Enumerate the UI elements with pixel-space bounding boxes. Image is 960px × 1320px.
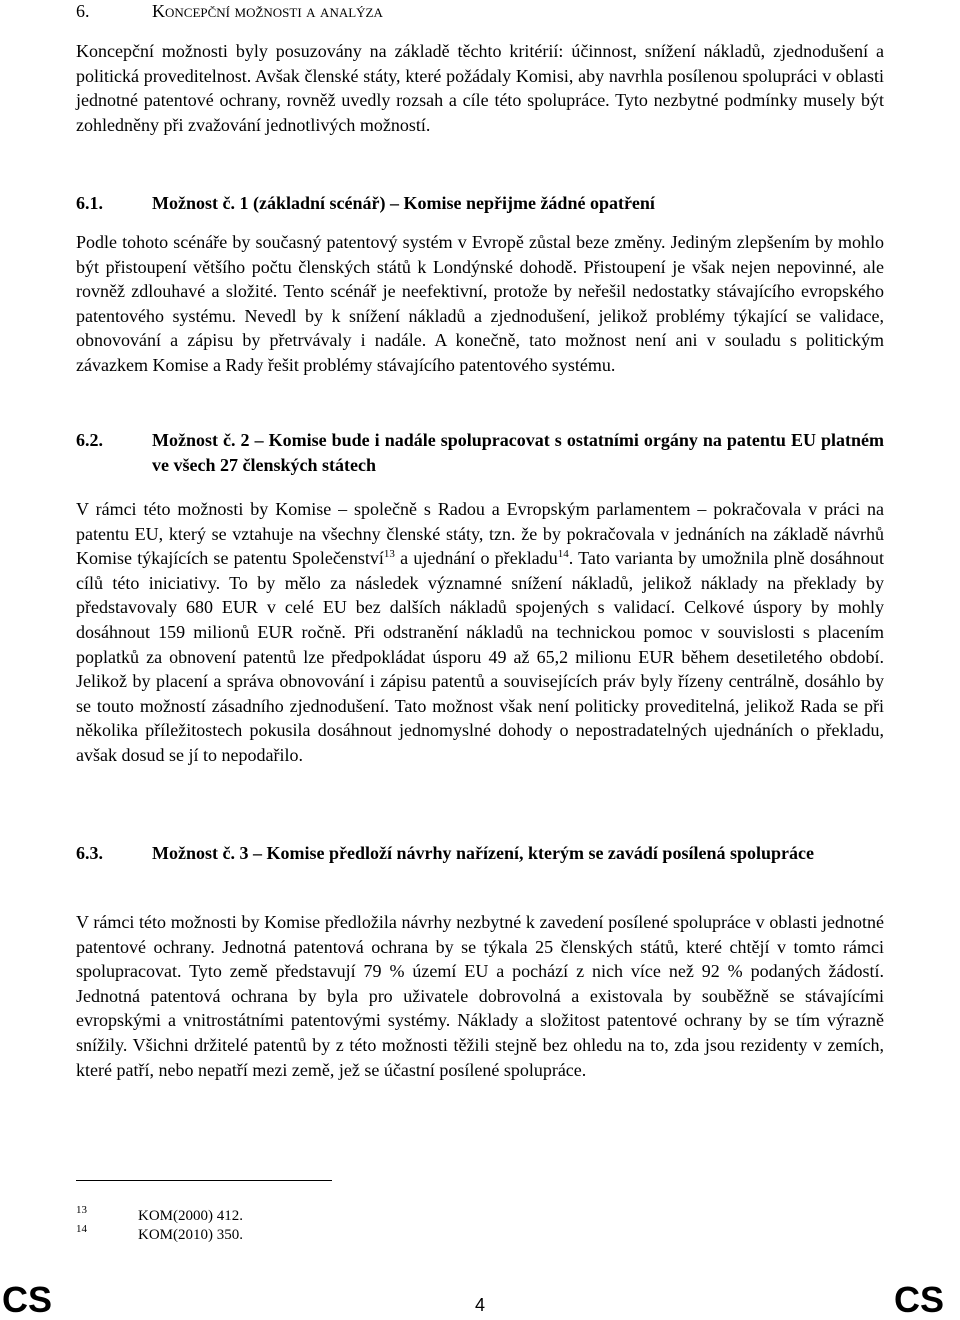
footnote-ref-14[interactable]: 14 <box>557 548 569 561</box>
option-3-paragraph: V rámci této možnosti by Komise předložila návrhy nezbytné k zavedení posílené spolupráce v oblasti jednotné patentové ochrany. Jednotná patentová ochrana by se týkala 25 členských států, které chtějí v tomto rámci spolupracovat. Tyto země představují 79 % území EU a pochází z nich více než 92 % podaných žádostí. Jednotná patentová ochrana by byla pro uživatele dobrovolná a existovala by souběžně se stávajícími evropskými a vnitrostátními patentovými systémy. Náklady a složitost patentové ochrany by se tím výrazně snížily. Všichni držitelé patentů by z této možnosti těžili stejně bez ohledu na to, zda jsou rezidenty v zemích, které patří, nebo nepatří mezi země, jež se účastní posílené spolupráce. <box>76 912 884 1080</box>
language-code-right: CS <box>894 1279 945 1320</box>
footnote-number: 13 <box>76 1204 87 1216</box>
footnote-divider <box>76 1180 332 1181</box>
footnote-text: KOM(2010) 350. <box>138 1227 243 1243</box>
footnote-number: 14 <box>76 1223 87 1235</box>
option-2-text-part1: V rámci této možnosti by Komise – společně s Radou a Evropským parlamentem – pokračovala v práci na patentu EU, který se vztahuje na všechny členské státy, tzn. že by pokračovala v jednáních na základě návrhů Komise týkajících se patentu Společenství <box>76 499 884 569</box>
option-2-text-part2: a ujednání o překladu <box>394 548 558 569</box>
option-3-number: 6.3. <box>76 843 103 863</box>
option-2-paragraph <box>76 497 884 768</box>
option-1-heading <box>76 191 884 216</box>
intro-paragraph: Koncepční možnosti byly posuzovány na základě těchto kritérií: účinnost, snížení nákladů, zjednodušení a politická proveditelnost. Avšak členské státy, které požádaly Komisi, aby navrhla posílenou spolupráci v oblasti jednotné patentové ochrany, rovněž uvedly rozsah a cíle této spolupráce. Tyto nezbytné podmínky musely být zohledněny při zvažování jednotlivých možností. <box>76 41 884 135</box>
option-3-heading <box>76 841 884 866</box>
option-2-title: Možnost č. 2 – Komise bude i nadále spolupracovat s ostatními orgány na patentu EU platném ve všech 27 členských státech <box>152 430 884 475</box>
option-1-number: 6.1. <box>76 193 103 213</box>
footnote-text: KOM(2000) 412. <box>138 1208 243 1224</box>
section-heading <box>76 0 383 22</box>
option-2-text-part3: . Tato varianta by umožnila plně dosáhnout cílů této iniciativy. To by mělo za následek významné snížení nákladů, jelikož náklady na překlady by představovaly 680 EUR v celé EU bez dalších nákladů spojených s validací. Celkové úspory by mohly dosáhnout 159 milionů EUR ročně. Při odstranění nákladů na technickou pomoc v souvislosti s placením poplatků za obnovení patentů lze předpokládat úsporu 49 až 65,2 milionu EUR během desetiletého období. Jelikož by placení a správa obnovování i zápisu patentů a souvisejících práv byly řízeny centrálně, dosáhlo by se touto možností zásadního zjednodušení. Tato možnost však není politicky proveditelná, jelikož Rada se při několika příležitostech pokusila dosáhnout jednomyslné dohody o nepostradatelných ujednáních o překladu, avšak dosud se jí to nepodařilo. <box>76 548 884 765</box>
option-1-title: Možnost č. 1 (základní scénář) – Komise nepřijme žádné opatření <box>152 193 655 213</box>
section-title: Koncepční možnosti a analýza <box>152 1 383 21</box>
page-number: 4 <box>474 1295 485 1315</box>
option-2-heading <box>76 428 884 478</box>
option-3-title: Možnost č. 3 – Komise předloží návrhy nařízení, kterým se zavádí posílená spolupráce <box>152 843 814 863</box>
option-2-number: 6.2. <box>76 430 103 450</box>
section-number: 6. <box>76 1 90 21</box>
language-code-left: CS <box>2 1279 53 1320</box>
option-1-paragraph: Podle tohoto scénáře by současný patentový systém v Evropě zůstal beze změny. Jediným zlepšením by mohlo být přistoupení většího počtu členských států k Londýnské dohodě. Přistoupení je však nejen nepovinné, ale rovněž zdlouhavé a složité. Tento scénář je neefektivní, protože by neřešil nedostatky stávajícího evropského patentového systému. Nevedl by k snížení nákladů a zjednodušení, jelikož problémy týkající se validace, obnovování a zápisu by přetrvávaly i nadále. A konečně, tato možnost není ani v souladu s politickým závazkem Komise a Rady řešit problémy stávajícího patentového systému. <box>76 232 884 375</box>
footnote-ref-13[interactable]: 13 <box>383 548 395 561</box>
